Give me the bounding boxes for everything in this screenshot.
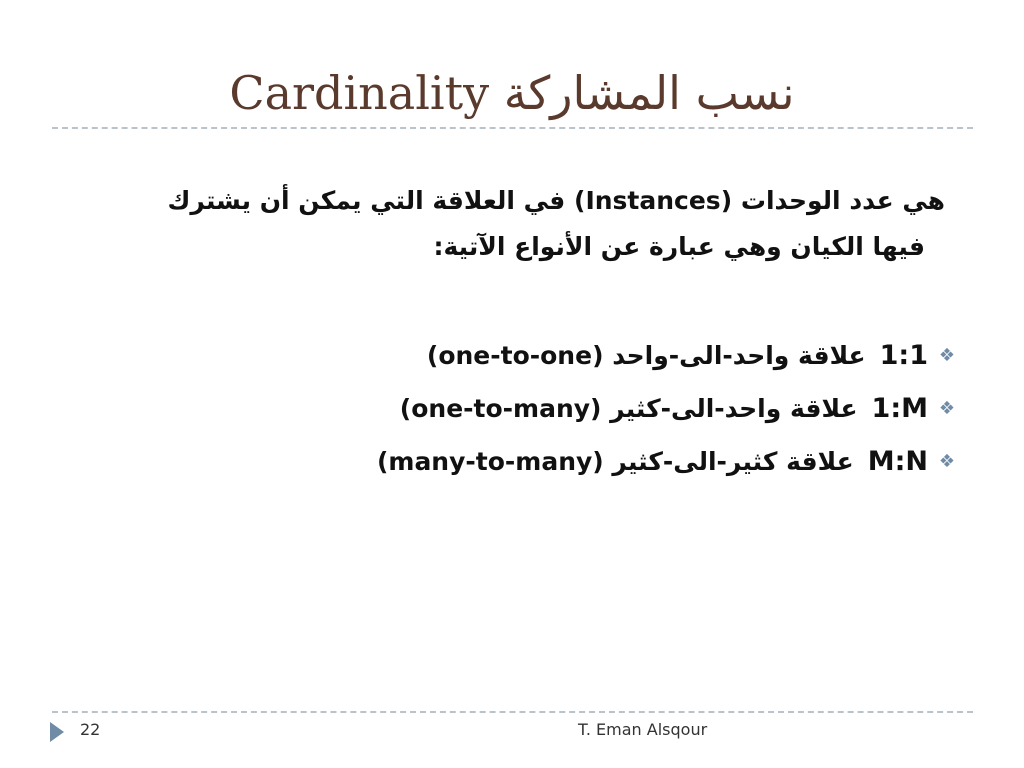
list-item: [400, 386, 960, 430]
slide-title: Cardinality نسب المشاركة: [229, 66, 795, 120]
triangle-arrow-icon: [50, 722, 64, 742]
diamond-bullet-icon: ❖: [938, 344, 956, 366]
page-number: 22: [80, 720, 101, 739]
cardinality-code: M:N: [867, 445, 928, 477]
footer-divider: [52, 711, 973, 713]
diamond-bullet-icon: ❖: [938, 397, 956, 419]
cardinality-description: علاقة واحد-الى-واحد (one-to-one): [426, 340, 866, 370]
cardinality-description: علاقة كثير-الى-كثير (many-to-many): [376, 446, 854, 476]
cardinality-code: 1:M: [871, 392, 928, 424]
cardinality-code: 1:1: [879, 339, 928, 371]
intro-line-2: فيها الكيان وهي عبارة عن الأنواع الآتية:: [433, 232, 925, 261]
intro-line-1: هي عدد الوحدات (Instances) في العلاقة التي يمكن أن يشترك: [167, 186, 945, 215]
list-item: [377, 439, 960, 483]
intro-paragraph: [100, 178, 945, 270]
cardinality-description: علاقة واحد-الى-كثير (one-to-many): [399, 393, 858, 423]
author-name: T. Eman Alsqour: [578, 720, 708, 739]
list-item: [427, 333, 960, 377]
cardinality-list: [200, 333, 960, 483]
diamond-bullet-icon: ❖: [938, 450, 956, 472]
title-divider: [52, 127, 973, 129]
